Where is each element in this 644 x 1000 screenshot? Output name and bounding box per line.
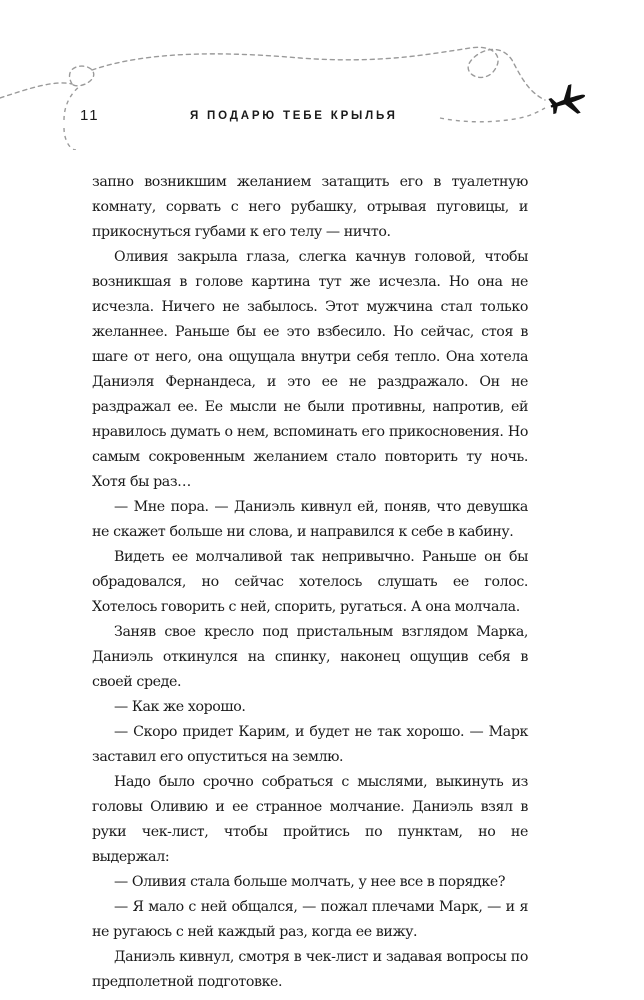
page-number: 11 — [80, 107, 100, 124]
paragraph: Видеть ее молчаливой так непривычно. Раньше он бы обрадовался, но сейчас хотелось слушать ее голос. Хотелось говорить с ней, спорить, ругаться. А она молчала. — [92, 549, 528, 615]
dialogue-line: — Мне пора. — Даниэль кивнул ей, поняв, что девушка не скажет больше ни слова, и направился к себе в кабину. — [92, 499, 528, 540]
dialogue-line: — Скоро придет Карим, и будет не так хорошо. — Марк заставил его опуститься на землю. — [92, 724, 528, 765]
paragraph: Заняв свое кресло под пристальным взглядом Марка, Даниэль откинулся на спинку, наконец ощущив себя в своей среде. — [92, 624, 528, 690]
body-text — [92, 170, 528, 995]
paragraph: Надо было срочно собраться с мыслями, выкинуть из головы Оливию и ее странное молчание. Даниэль взял в руки чек-лист, чтобы пройтись по пунктам, но не выдержал: — [92, 774, 528, 865]
dialogue-line: — Оливия стала больше молчать, у нее все в порядке? — [114, 874, 506, 890]
dashed-flight-path-decoration — [0, 0, 644, 150]
airplane-icon — [548, 84, 588, 118]
paragraph: Даниэль кивнул, смотря в чек-лист и задавая вопросы по предполетной подготовке. — [92, 949, 528, 990]
dialogue-line: — Я мало с ней общался, — пожал плечами Марк, — и я не ругаюсь с ней каждый раз, когда ее вижу. — [92, 899, 528, 940]
paragraph: Оливия закрыла глаза, слегка качнув головой, чтобы возникшая в голове картина тут же исчезла. Но она не исчезла. Ничего не забылось. Этот мужчина стал только желаннее. Раньше бы ее это взбесило. Но сейчас, стоя в шаге от него, она ощущала внутри себя тепло. Она хотела Даниэля Фернандеса, и это ее не раздражало. Он не раздражал ее. Ее мысли не были противны, напротив, ей нравилось думать о нем, вспоминать его прикосновения. Но самым сокровенным желанием стало повторить ту ночь. Хотя бы раз… — [92, 249, 528, 490]
paragraph: запно возникшим желанием затащить его в туалетную комнату, сорвать с него рубашку, отрывая пуговицы, и прикоснуться губами к его телу — ничто. — [92, 174, 528, 240]
dialogue-line: — Как же хорошо. — [114, 699, 246, 715]
running-title: Я ПОДАРЮ ТЕБЕ КРЫЛЬЯ — [190, 110, 398, 122]
